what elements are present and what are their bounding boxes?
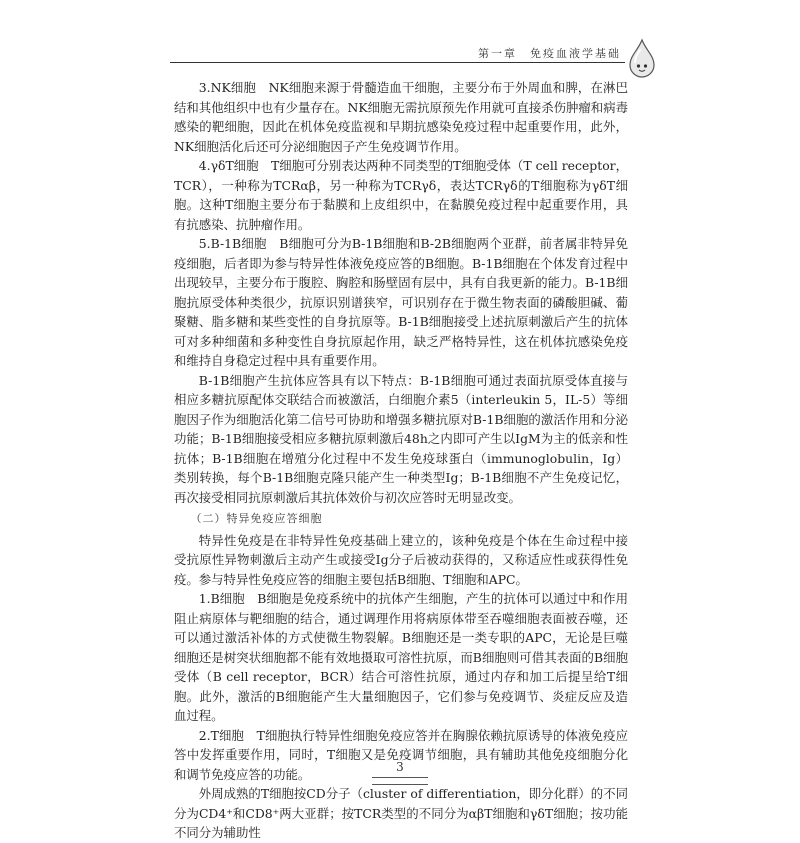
- header-rule: [170, 62, 625, 63]
- paragraph-b-cell: 1.B细胞 B细胞是免疫系统中的抗体产生细胞，产生的抗体可以通过中和作用阻止病原体与靶细胞的结合，通过调理作用将病原体带至吞噬细胞表面被吞噬，还可以通过激活补体的方式使微生物裂解。B细胞还是一类专职的APC，无论是巨噬细胞还是树突状细胞都不能有效地摄取可溶性抗原，而B细胞则可借其表面的B细胞受体（B cell receptor，BCR）结合可溶性抗原，通过内存和加工后提呈给T细胞。此外，激活的B细胞能产生大量细胞因子，它们参与免疫调节、炎症反应及造血过程。: [174, 591, 628, 723]
- paragraph-t-cell: 2.T细胞 T细胞执行特异性细胞免疫应答并在胸腺依赖抗原诱导的体液免疫应答中发挥重要作用，同时，T细胞又是免疫调节细胞，具有辅助其他免疫细胞分化和调节免疫应答的功能。: [174, 727, 628, 782]
- water-drop-icon: [626, 38, 658, 78]
- section-subheading: （二）特异免疫应答细胞: [190, 512, 323, 525]
- page-number-underline: [372, 777, 428, 785]
- page-body: [174, 78, 628, 843]
- paragraph-nk-cell: 3.NK细胞 NK细胞来源于骨髓造血干细胞，主要分布于外周血和脾，在淋巴结和其他组织中也有少量存在。NK细胞无需抗原预先作用就可直接杀伤肿瘤和病毒感染的靶细胞，因此在机体免疫监视和早期抗感染免疫过程中起重要作用，此外，NK细胞活化后还可分泌细胞因子产生免疫调节作用。: [174, 80, 628, 154]
- paragraph-b1b-cell: 5.B-1B细胞 B细胞可分为B-1B细胞和B-2B细胞两个亚群，前者属非特异免疫细胞，后者即为参与特异性体液免疫应答的B细胞。B-1B细胞在个体发育过程中出现较早，主要分布于腹腔、胸腔和肠壁固有层中，具有自我更新的能力。B-1B细胞抗原受体种类很少，抗原识别谱狭窄，可识别存在于微生物表面的磷酸胆碱、葡聚糖、脂多糖和某些变性的自身抗原等。B-1B细胞接受上述抗原刺激后产生的抗体可对多种细菌和多种变性自身抗原起作用，缺乏严格特异性，这在机体抗感染免疫和维持自身稳定过程中具有重要作用。: [174, 236, 628, 368]
- page-number: 3: [396, 760, 404, 774]
- paragraph-specific-immunity: 特异性免疫是在非特异性免疫基础上建立的，该种免疫是个体在生命过程中接受抗原性异物刺激后主动产生或接受Ig分子后被动获得的，又称适应性或获得性免疫。参与特异性免疫应答的细胞主要包括B细胞、T细胞和APC。: [174, 532, 628, 587]
- running-header: [170, 44, 625, 70]
- paragraph-gamma-delta-t-cell: 4.γδT细胞 T细胞可分别表达两种不同类型的T细胞受体（T cell receptor，TCR），一种称为TCRαβ，另一种称为TCRγδ，表达TCRγδ的T细胞称为γδT细胞。这种T细胞主要分布于黏膜和上皮组织中，在黏膜免疫过程中起重要作用，具有抗感染、抗肿瘤作用。: [174, 158, 628, 232]
- chapter-title: 第一章 免疫血液学基础: [478, 47, 621, 60]
- paragraph-b1b-features: B-1B细胞产生抗体应答具有以下特点：B-1B细胞可通过表面抗原受体直接与相应多糖抗原配体交联结合而被激活，白细胞介素5（interleukin 5，IL-5）等细胞因子作为细胞活化第二信号可协助和增强多糖抗原对B-1B细胞的激活作用和分泌功能；B-1B细胞接受相应多糖抗原刺激后48h之内即可产生以IgM为主的低亲和性抗体；B-1B细胞在增殖分化过程中不发生免疫球蛋白（immunoglobulin，Ig）类别转换，每个B-1B细胞克隆只能产生一种类型Ig；B-1B细胞不产生免疫记忆，再次接受相同抗原刺激后其抗体效价与初次应答时无明显改变。: [174, 372, 628, 505]
- paragraph-t-cell-subsets: 外周成熟的T细胞按CD分子（cluster of differentiation，即分化群）的不同分为CD4⁺和CD8⁺两大亚群；按TCR类型的不同分为αβT细胞和γδT细胞；按功能不同分为辅助性: [174, 786, 628, 840]
